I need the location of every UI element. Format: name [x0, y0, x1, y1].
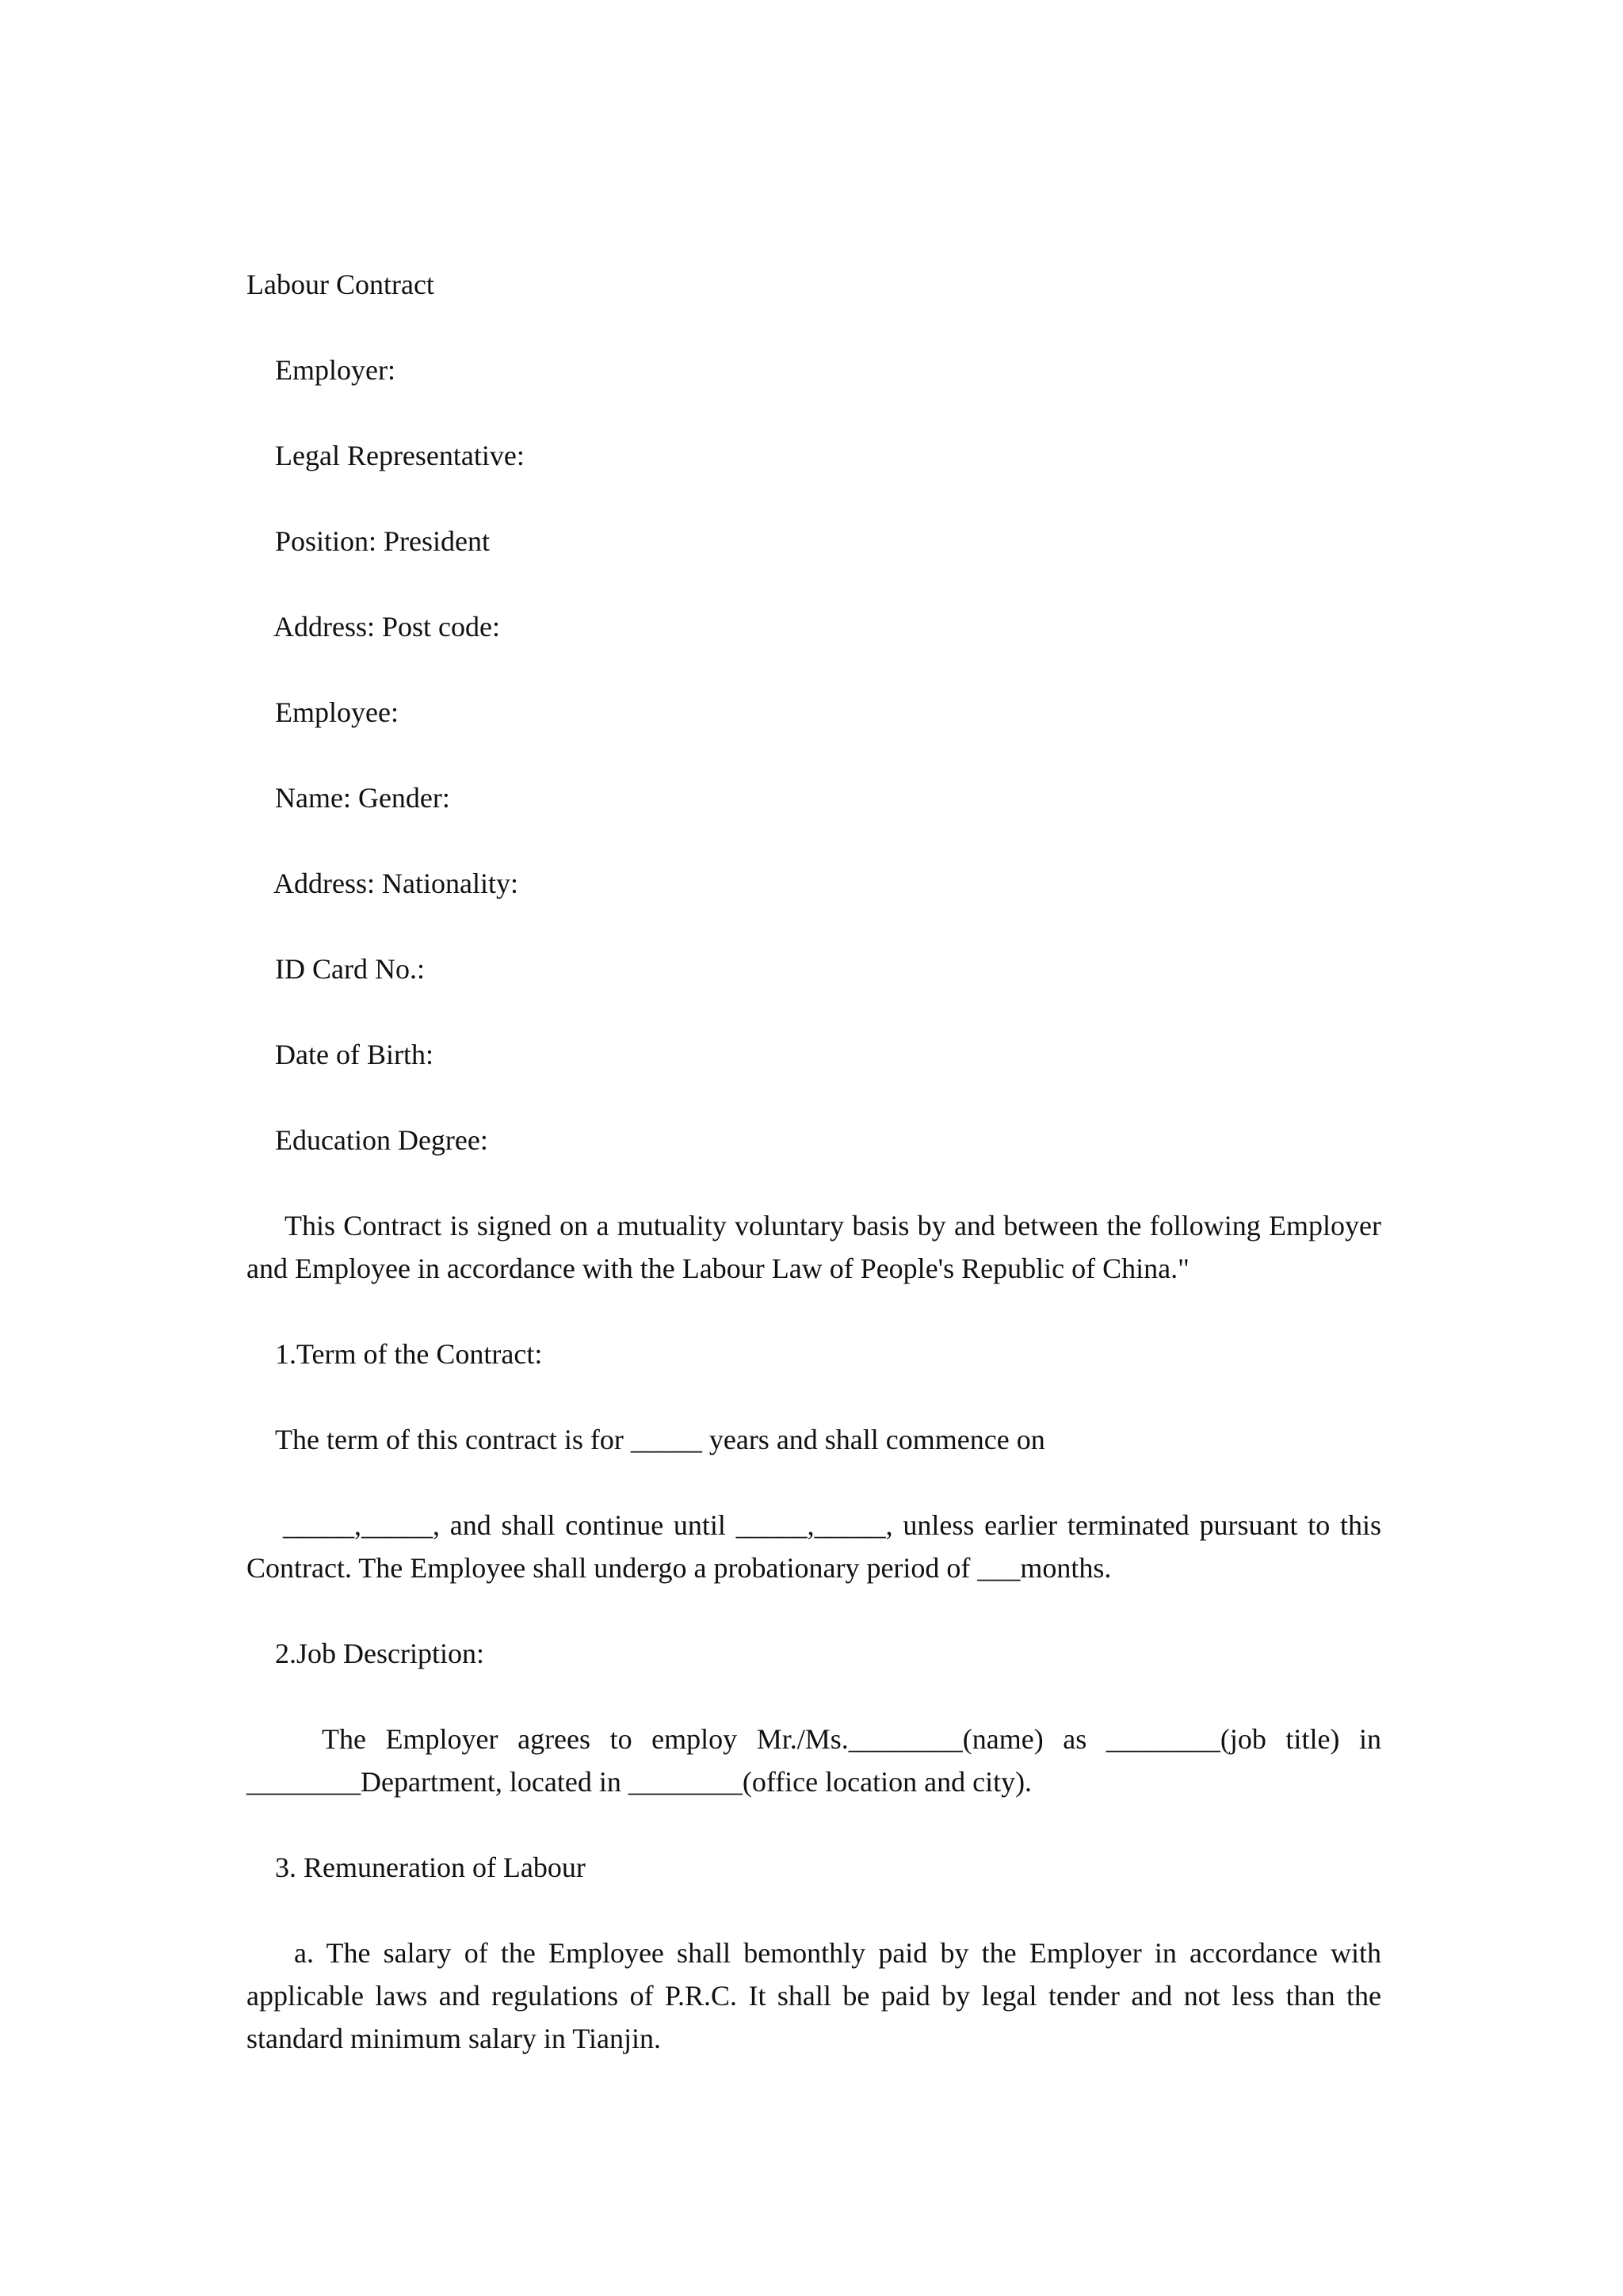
legal-representative-label: Legal Representative: — [275, 440, 525, 471]
term-paragraph: _____,_____, and shall continue until _____,_____, unless earlier terminated pursuant to this Contract. The Employee shall undergo a probationary period of ___months. — [246, 1509, 1381, 1584]
id-card-line: ID Card No.: — [275, 953, 425, 985]
job-description-paragraph: The Employer agrees to employ Mr./Ms.________(name) as ________(job title) in ________Department, located in ________(office location and city). — [246, 1723, 1381, 1798]
date-of-birth-line: Date of Birth: — [275, 1039, 433, 1070]
employee-label: Employee: — [275, 696, 399, 728]
employee-address-line: Address: Nationality: — [273, 868, 518, 899]
name-gender-line: Name: Gender: — [275, 782, 450, 814]
section-3-heading: 3. Remuneration of Labour — [275, 1852, 586, 1883]
employer-label: Employer: — [275, 354, 395, 386]
term-line: The term of this contract is for _____ years and shall commence on — [275, 1424, 1045, 1455]
section-2-heading: 2.Job Description: — [275, 1638, 484, 1669]
document-title: Labour Contract — [246, 269, 434, 300]
employer-address-line: Address: Post code: — [273, 611, 500, 643]
position-line: Position: President — [275, 525, 491, 557]
education-degree-line: Education Degree: — [275, 1124, 488, 1156]
section-1-heading: 1.Term of the Contract: — [275, 1338, 543, 1370]
remuneration-paragraph: a. The salary of the Employee shall bemonthly paid by the Employer in accordance with applicable laws and regulations of P.R.C. It shall be paid by legal tender and not less than the standard minimum salary in Tianjin. — [246, 1937, 1381, 2054]
intro-paragraph: This Contract is signed on a mutuality voluntary basis by and between the following Employer and Employee in accordance with the Labour Law of People's Republic of China." — [246, 1210, 1381, 1284]
